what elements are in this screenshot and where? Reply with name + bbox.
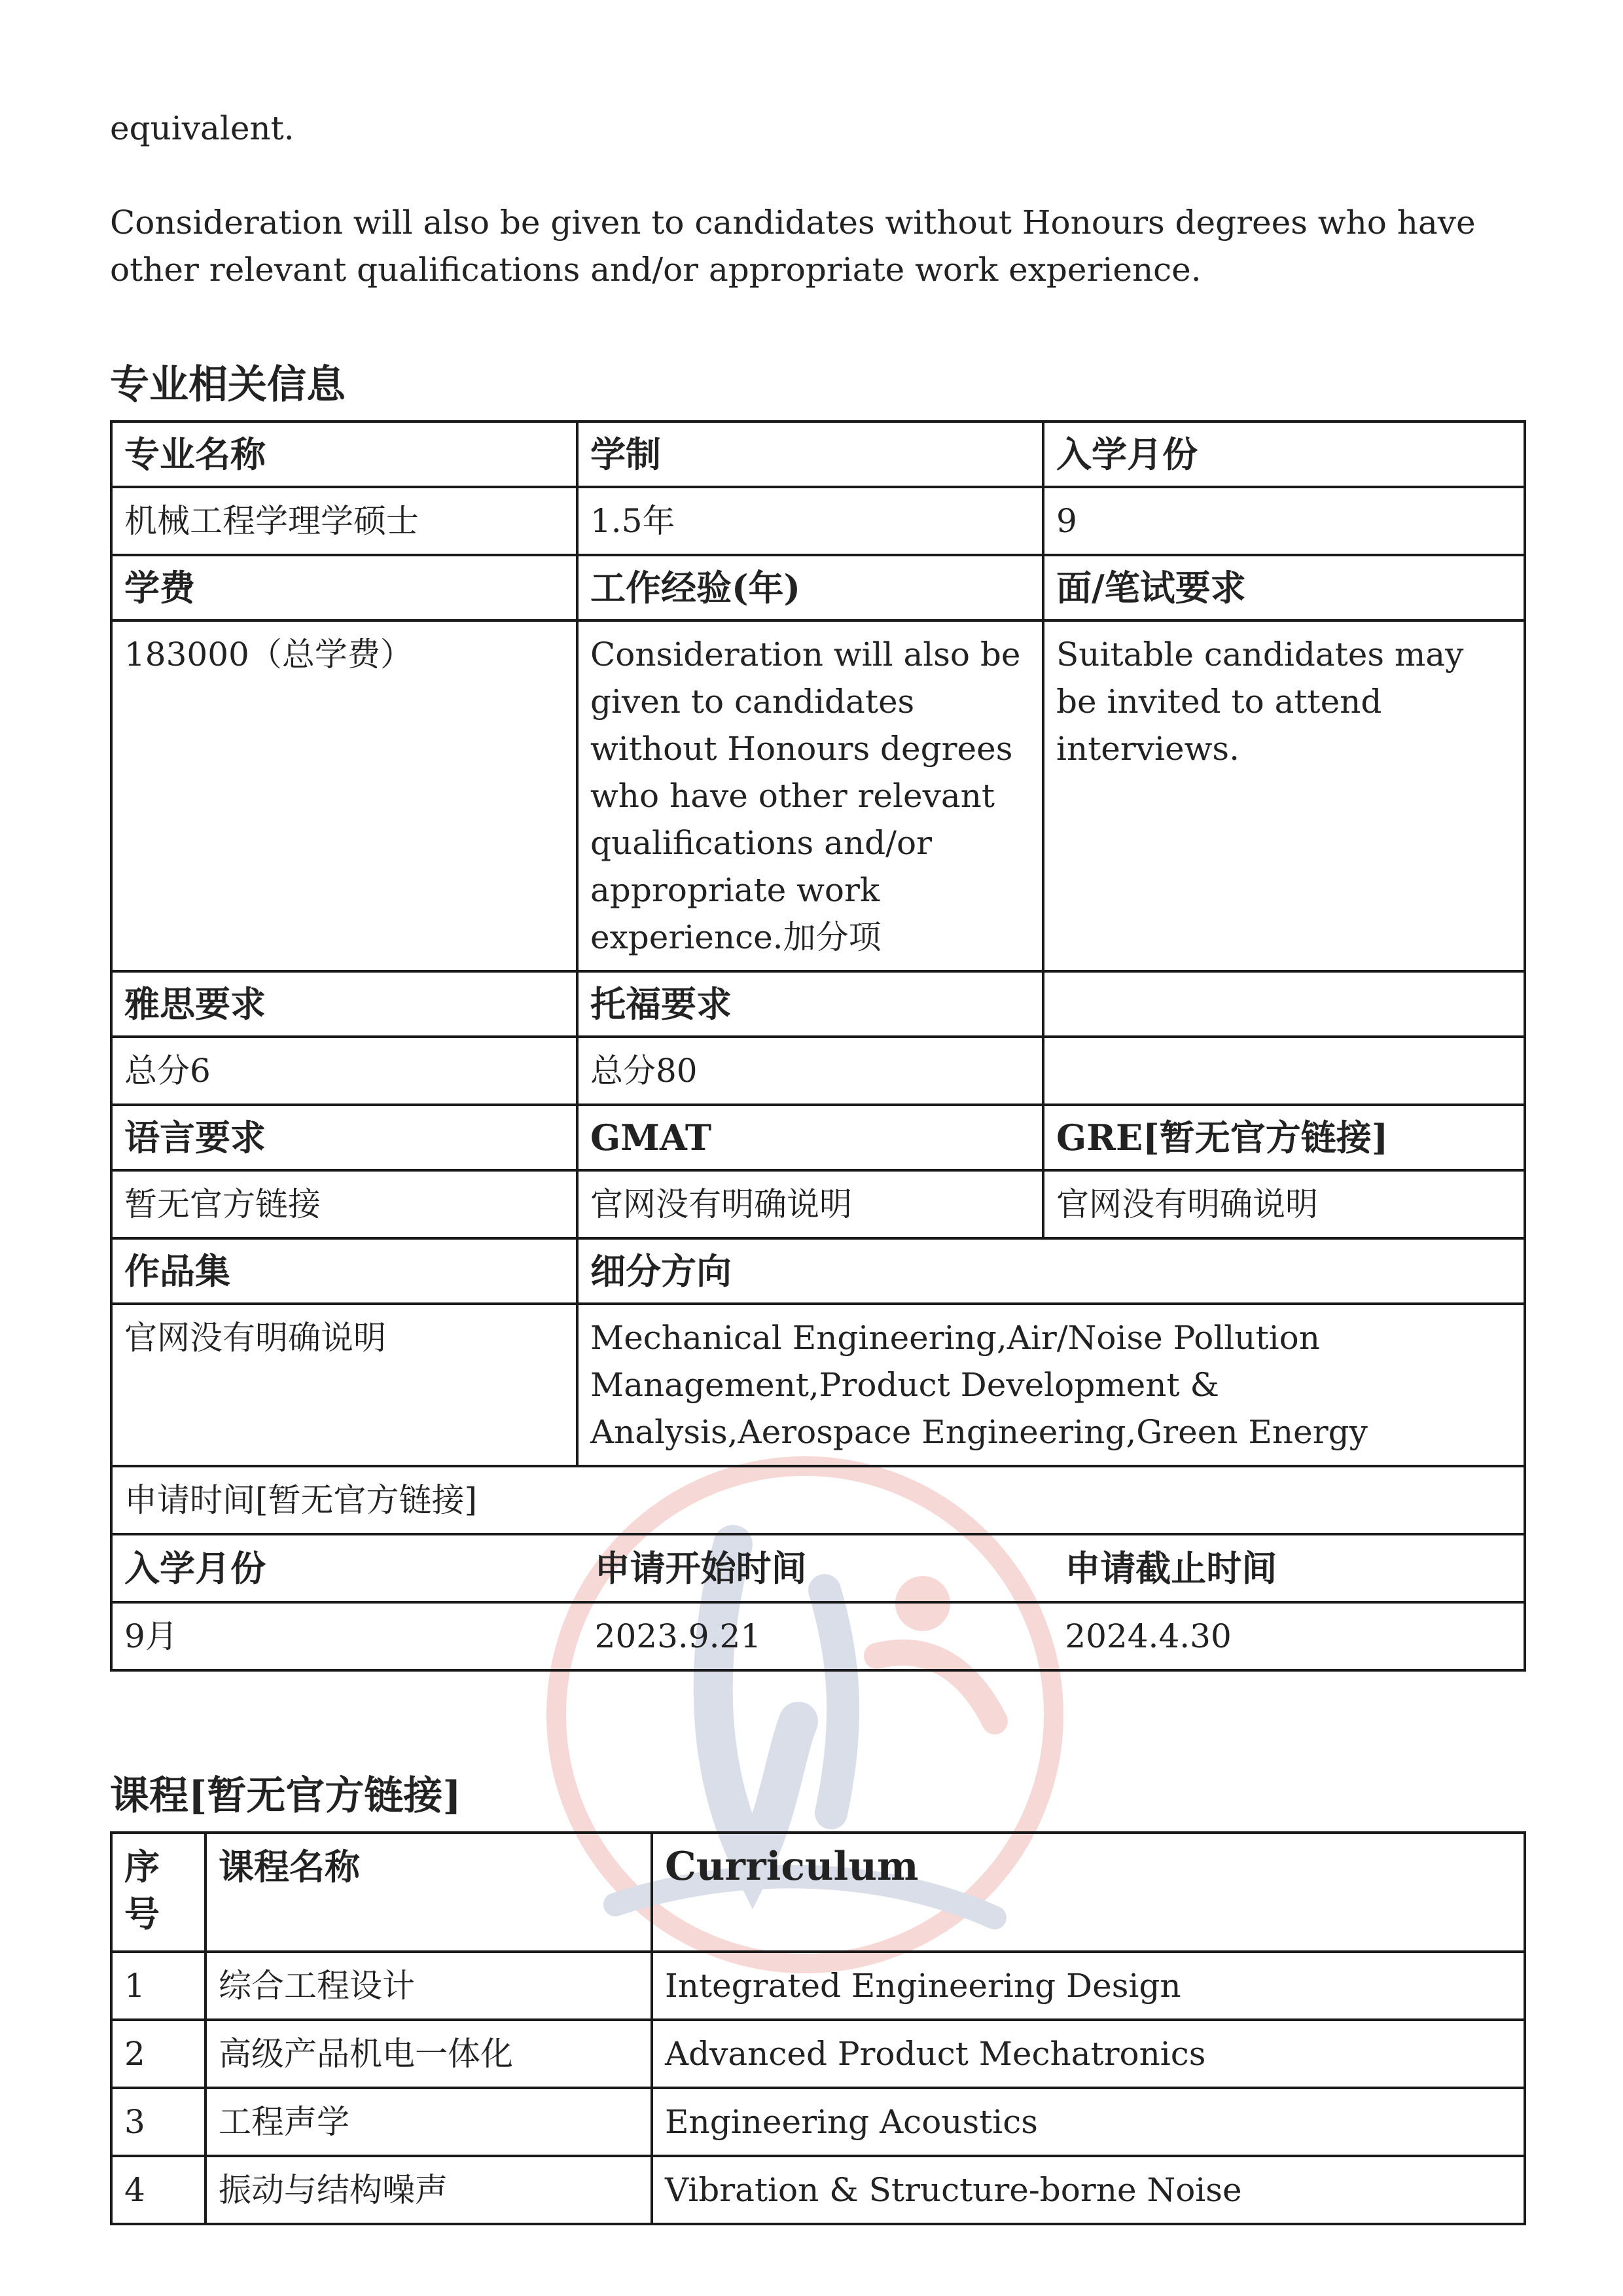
header-duration: 学制 [577, 422, 1043, 487]
course-name-en: Engineering Acoustics [652, 2088, 1525, 2156]
header-toefl: 托福要求 [577, 971, 1043, 1037]
value-tuition: 183000（总学费） [111, 620, 577, 971]
application-time-label: 申请时间[暂无官方链接] [111, 1466, 1525, 1534]
curriculum-table [110, 1831, 1526, 2225]
course-number: 2 [111, 2020, 205, 2088]
table-row [111, 2020, 1525, 2088]
header-portfolio: 作品集 [111, 1238, 577, 1304]
value-work-experience: Consideration will also be given to candidates without Honours degrees who have other relevant qualifications and/or appropriate work experience.加分项 [577, 620, 1043, 971]
value-duration: 1.5年 [577, 487, 1043, 555]
table-row [111, 2088, 1525, 2156]
value-gre: 官网没有明确说明 [1043, 1170, 1525, 1238]
course-name-cn: 高级产品机电一体化 [205, 2020, 652, 2088]
header-gre: GRE[暂无官方链接] [1043, 1105, 1525, 1170]
course-number: 1 [111, 1952, 205, 2020]
course-number: 3 [111, 2088, 205, 2156]
section-title-program-info: 专业相关信息 [110, 362, 346, 408]
value-gmat: 官网没有明确说明 [577, 1170, 1043, 1238]
course-number: 4 [111, 2156, 205, 2224]
table-row [111, 1952, 1525, 2020]
table-row [111, 2156, 1525, 2224]
header-tuition: 学费 [111, 555, 577, 620]
value-language: 暂无官方链接 [111, 1170, 577, 1238]
header-ielts: 雅思要求 [111, 971, 577, 1037]
value-intake-month: 9 [1043, 487, 1525, 555]
value-program-name: 机械工程学理学硕士 [111, 487, 577, 555]
header-program-name: 专业名称 [111, 422, 577, 487]
header-gmat: GMAT [577, 1105, 1043, 1170]
header-app-end: 申请截止时间 [1053, 1535, 1524, 1602]
intro-paragraph: Consideration will also be given to candidates without Honours degrees who have other relevant qualifications and/or appropriate work experience. [110, 204, 1476, 289]
value-interview: Suitable candidates may be invited to attend interviews. [1043, 620, 1525, 971]
header-interview: 面/笔试要求 [1043, 555, 1525, 620]
header-direction: 细分方向 [577, 1238, 1525, 1304]
header-language: 语言要求 [111, 1105, 577, 1170]
section-title-curriculum: 课程[暂无官方链接] [110, 1773, 461, 1819]
application-dates-cell [111, 1534, 1525, 1670]
value-toefl: 总分80 [577, 1037, 1043, 1105]
header-app-intake-month: 入学月份 [113, 1535, 583, 1602]
course-name-en: Advanced Product Mechatronics [652, 2020, 1525, 2088]
header-empty [1043, 971, 1525, 1037]
course-name-cn: 工程声学 [205, 2088, 652, 2156]
header-work-experience: 工作经验(年) [577, 555, 1043, 620]
value-app-start: 2023.9.21 [594, 1617, 762, 1655]
header-curriculum: Curriculum [652, 1833, 1525, 1952]
program-info-table [110, 420, 1526, 1672]
course-name-en: Integrated Engineering Design [652, 1952, 1525, 2020]
course-name-en: Vibration & Structure-borne Noise [652, 2156, 1525, 2224]
course-name-cn: 振动与结构噪声 [205, 2156, 652, 2224]
value-app-end: 2024.4.30 [1065, 1617, 1232, 1655]
value-app-intake-month: 9月 [124, 1617, 178, 1655]
intro-line: equivalent. [110, 109, 294, 147]
application-dates-table [113, 1535, 1524, 1669]
value-direction: Mechanical Engineering,Air/Noise Pollution Management,Product Development & Analysis,Aerospace Engineering,Green Energy [577, 1304, 1525, 1466]
value-ielts: 总分6 [111, 1037, 577, 1105]
header-course-number: 序号 [111, 1833, 205, 1952]
value-empty [1043, 1037, 1525, 1105]
header-course-name: 课程名称 [205, 1833, 652, 1952]
value-portfolio: 官网没有明确说明 [111, 1304, 577, 1466]
header-intake-month: 入学月份 [1043, 422, 1525, 487]
page-content [110, 105, 1524, 2225]
course-name-cn: 综合工程设计 [205, 1952, 652, 2020]
header-app-start: 申请开始时间 [583, 1535, 1054, 1602]
